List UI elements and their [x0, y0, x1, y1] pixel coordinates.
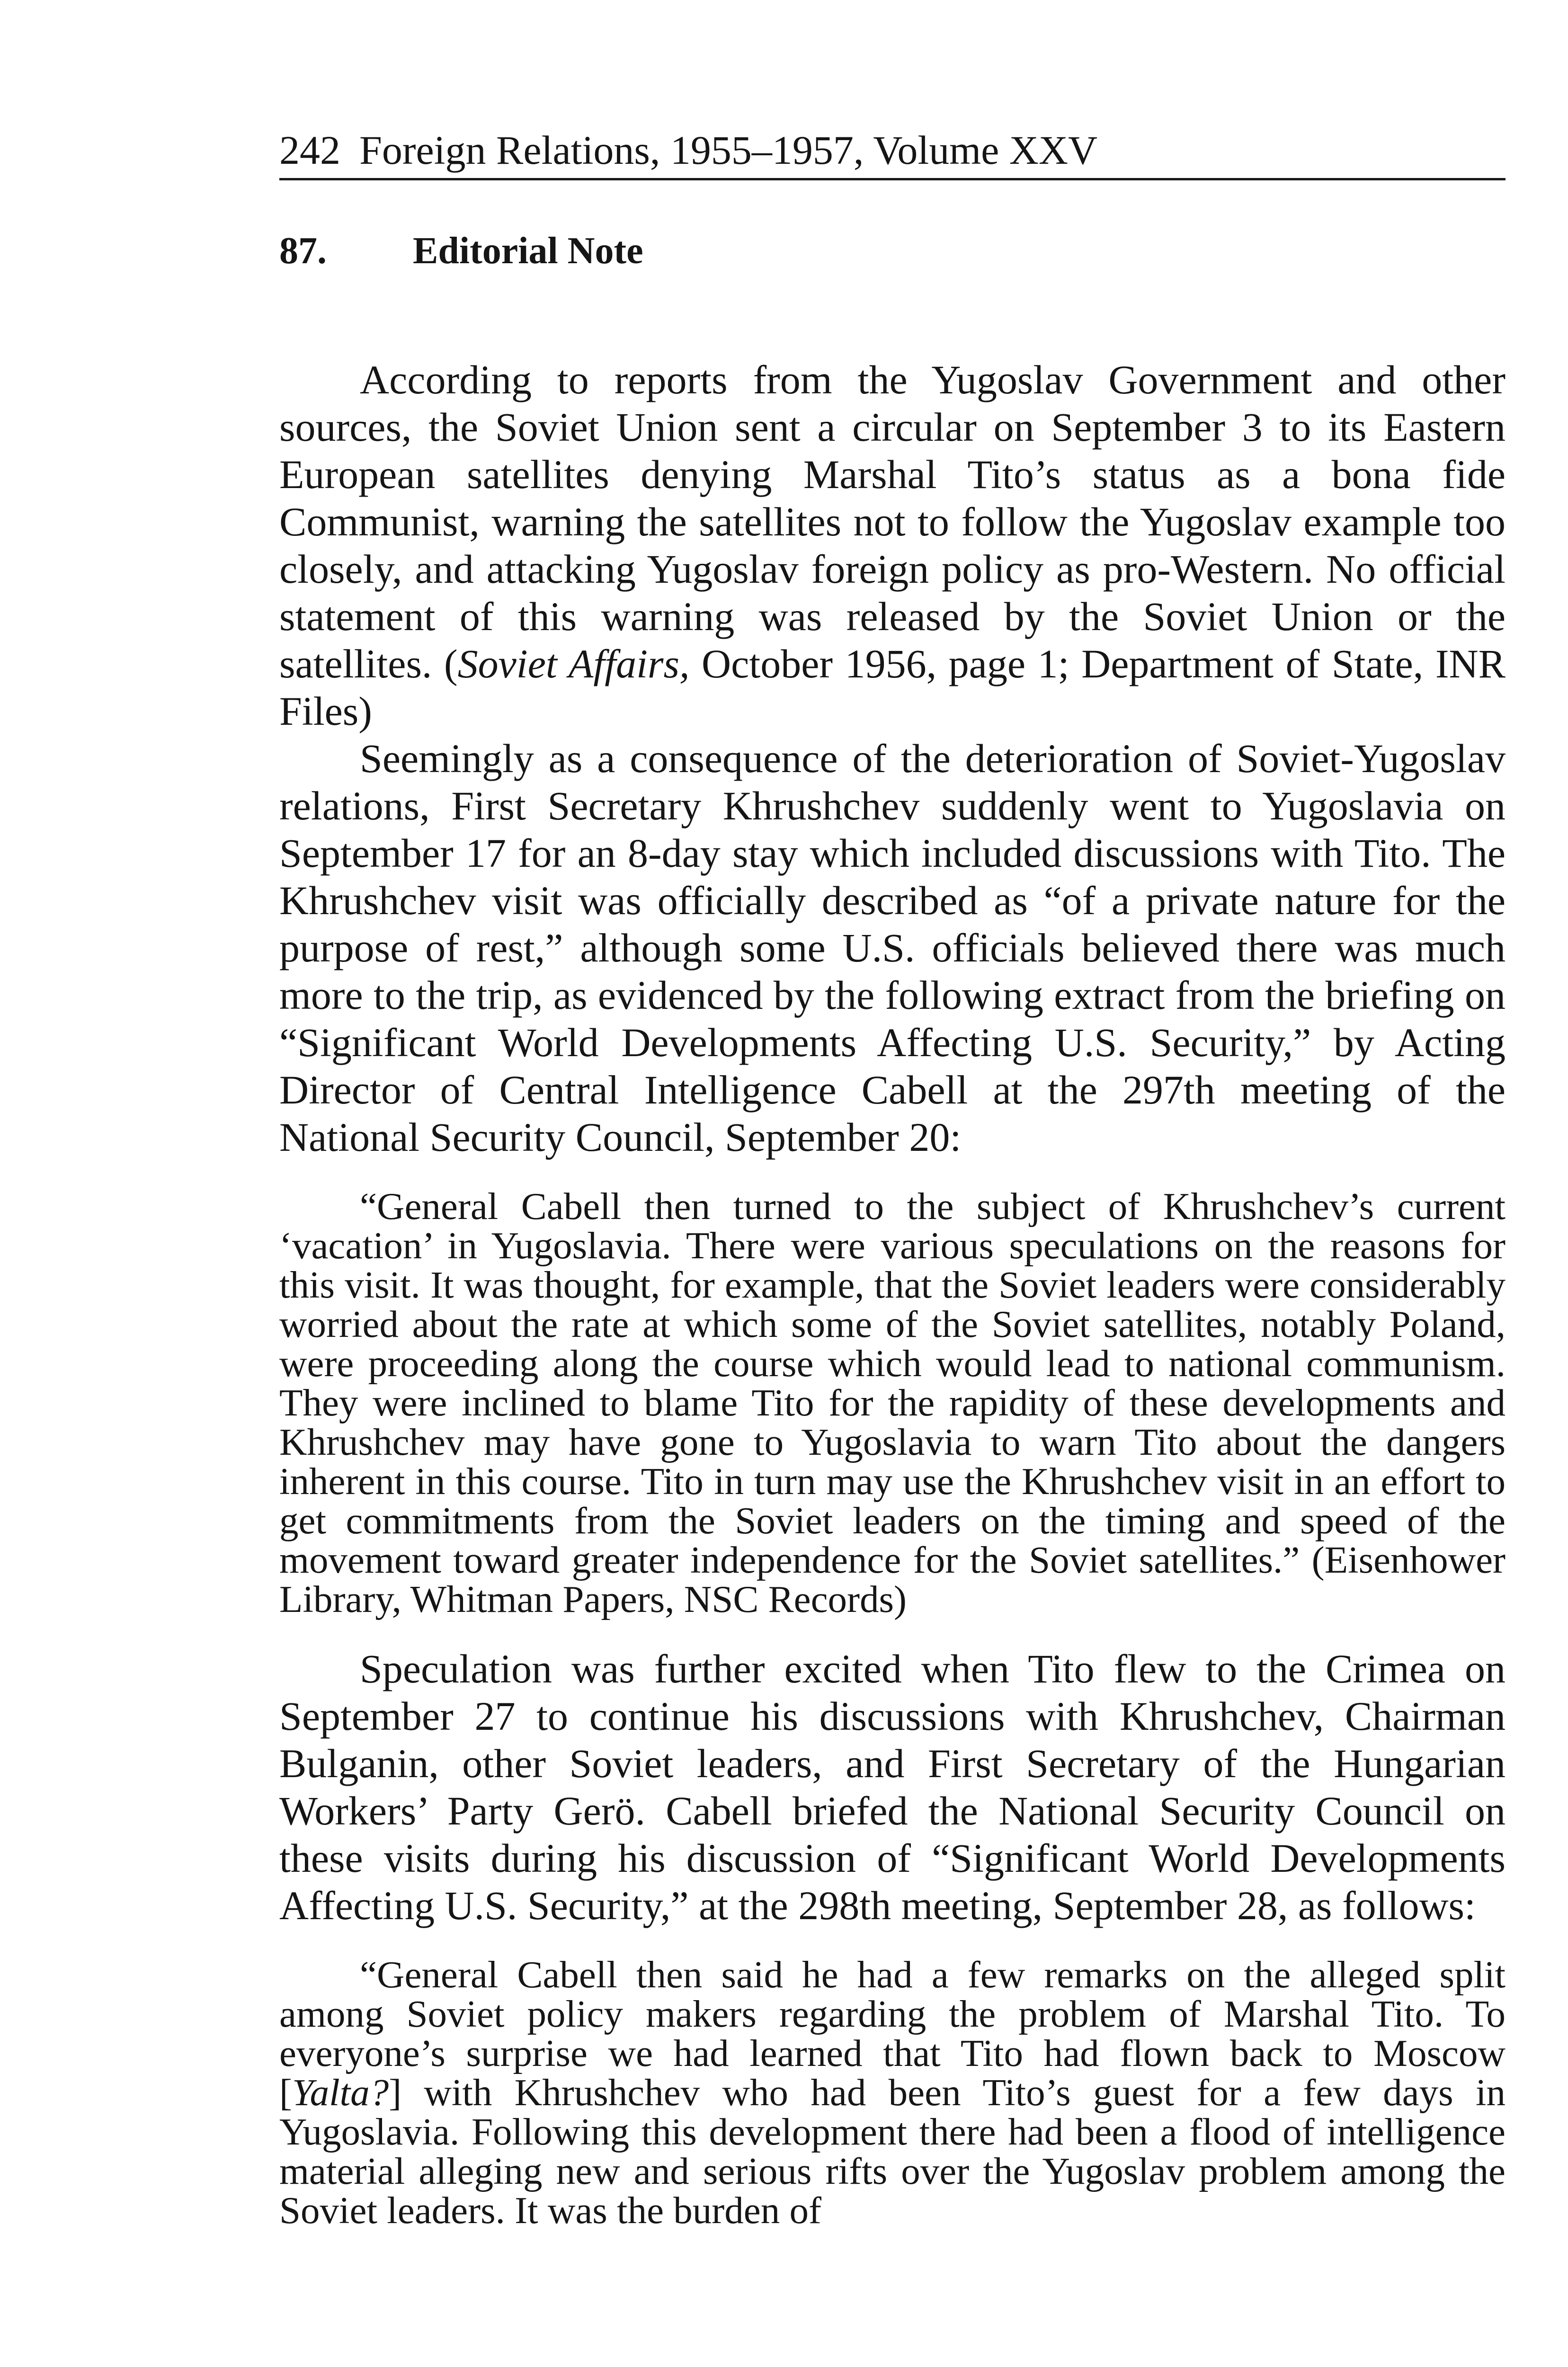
document-heading [279, 222, 1506, 279]
block-quote-cabell-298th [279, 1955, 1506, 2230]
series-title: Foreign Relations, 1955–1957, Volume XXV [359, 127, 1098, 173]
paragraph-crimea-speculation: Speculation was further excited when Tito flew to the Crimea on September 27 to continue his discussions with Khrushchev, Chairman Bulganin, other Soviet leaders, and First Secretary of the Hungarian Workers’ Party Gerö. Cabell briefed the National Security Council on these visits during his discussion of “Significant World Developments Affecting U.S. Security,” at the 298th meeting, September 28, as follows: [279, 1646, 1506, 1928]
italic-source-title: Soviet Affairs, [457, 641, 690, 686]
italic-editorial-insertion: Yalta? [292, 2071, 389, 2114]
quote-text: “General Cabell then said he had a few remarks on the alleged split among Soviet policy makers regarding the problem of Marshal Tito. To everyone’s surprise we had learned that Tito had flown back to Moscow [ [279, 1953, 1506, 2114]
block-quote-cabell-297th: “General Cabell then turned to the subject of Khrushchev’s current ‘vacation’ in Yugoslavia. There were various speculations on the reasons for this visit. It was thought, for example, that the Soviet leaders were considerably worried about the rate at which some of the Soviet satellites, notably Poland, were proceeding along the course which would lead to national communism. They were inclined to blame Tito for the rapidity of these developments and Khrushchev may have gone to Yugoslavia to warn Tito about the dangers inherent in this course. Tito in turn may use the Khrushchev visit in an effort to get commitments from the Soviet leaders on the timing and speed of the movement toward greater independence for the Soviet satellites.” (Eisenhower Library, Whitman Papers, NSC Records) [279, 1185, 1506, 1620]
document-number: 87. [279, 230, 327, 272]
paragraph-text: According to reports from the Yugoslav Government and other sources, the Soviet Union sent a circular on September 3 to its Eastern European satellites denying Marshal Tito’s status as a bona fide Communist, warning the satellites not to follow the Yugoslav example too closely, and attacking Yugoslav foreign policy as pro-Western. No official statement of this warning was released by the Soviet Union or the satellites. ( [279, 357, 1506, 686]
paragraph-khrushchev-visit: Seemingly as a consequence of the deterioration of Soviet-Yugoslav relations, First Secretary Khrushchev suddenly went to Yugoslavia on September 17 for an 8-day stay which included discussions with Tito. The Khrushchev visit was officially described as “of a private nature for the purpose of rest,” although some U.S. officials believed there was much more to the trip, as evidenced by the following extract from the briefing on “Significant World Developments Affecting U.S. Security,” by Acting Director of Central Intelligence Cabell at the 297th meeting of the National Security Council, September 20: [279, 736, 1506, 1160]
paragraph-soviet-circular [279, 356, 1506, 735]
document-title: Editorial Note [413, 230, 643, 272]
paragraph-text: October 1956, page 1; Department of State, INR Files) [279, 641, 1506, 734]
page-number: 242 [279, 127, 340, 173]
quote-text: ] with Khrushchev who had been Tito’s guest for a few days in Yugoslavia. Following this development there had been a flood of intelligence material alleging new and serious rifts over the Yugoslav problem among the Soviet leaders. It was the burden of [279, 2071, 1506, 2232]
document-body [279, 356, 1506, 2256]
running-header [279, 122, 1506, 180]
